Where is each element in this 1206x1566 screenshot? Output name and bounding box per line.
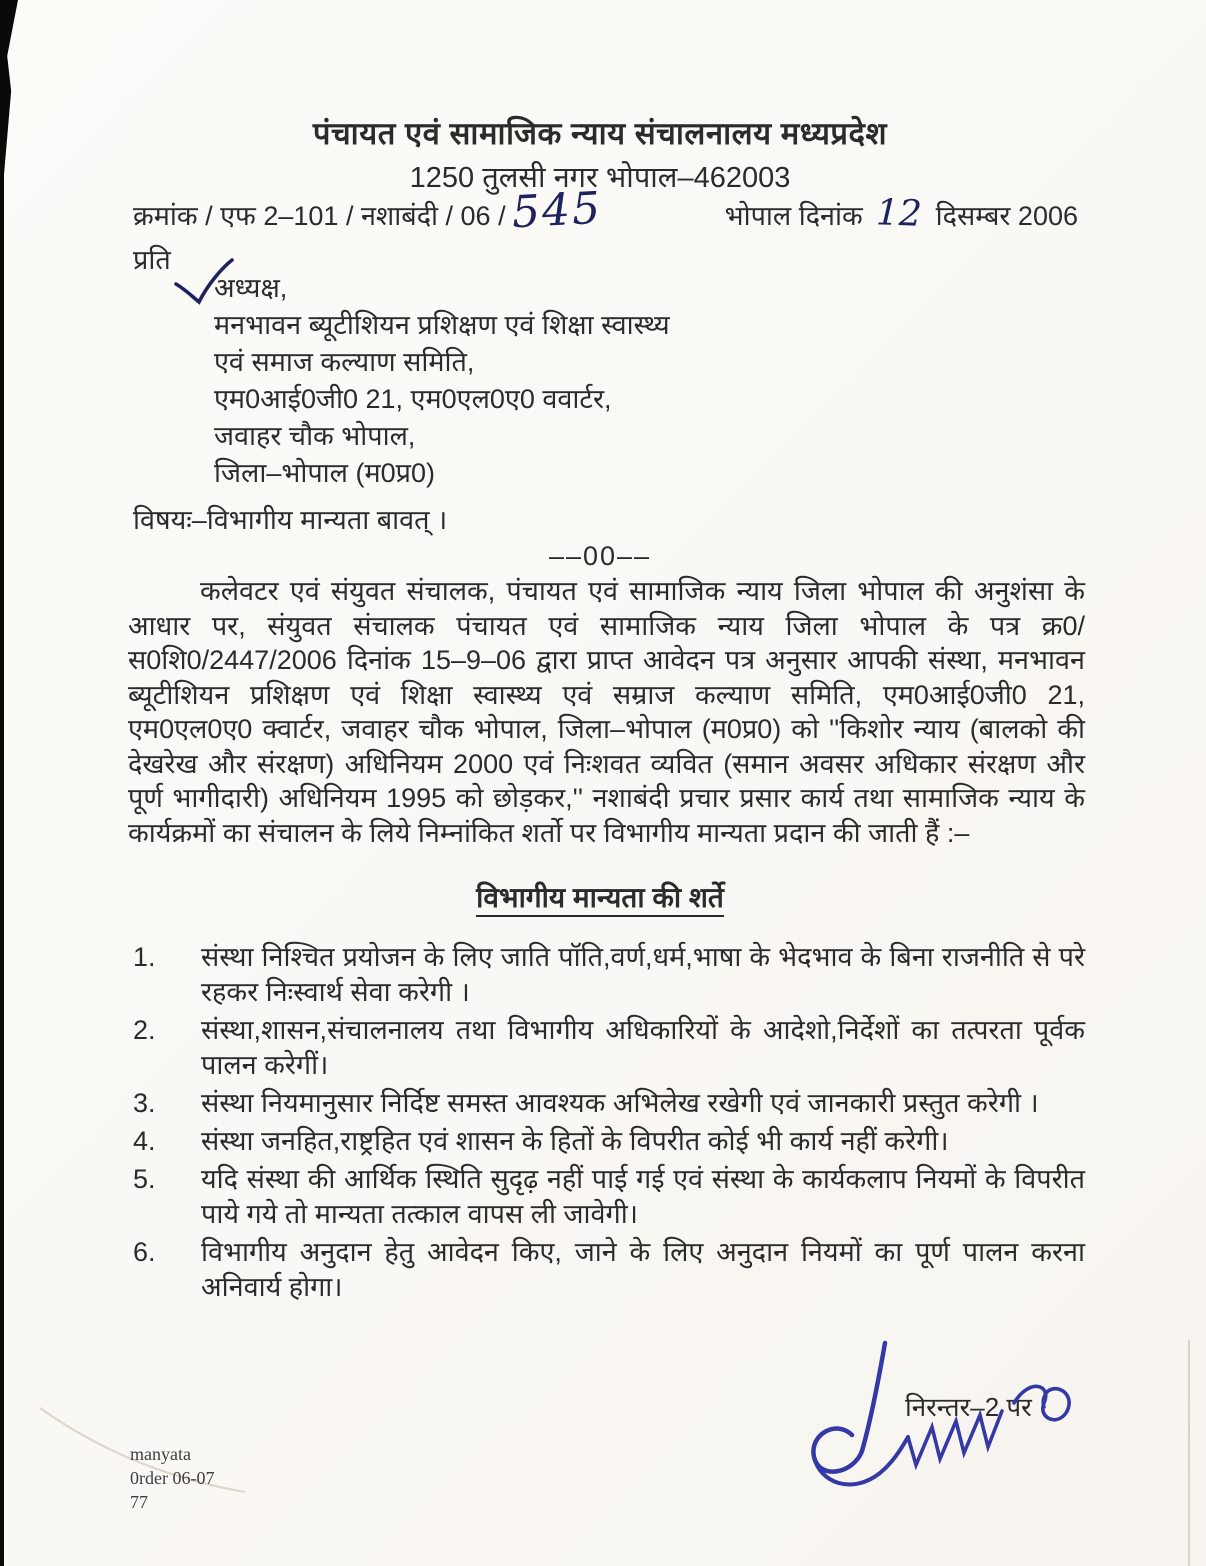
reference-date-row — [133, 182, 1078, 239]
conditions-list — [133, 940, 1085, 1308]
scan-edge-left — [0, 0, 4, 1566]
condition-item — [133, 1124, 1085, 1159]
condition-number: 6. — [133, 1237, 156, 1267]
condition-text: संस्था,शासन,संचालनालय तथा विभागीय अधिकारियों के आदेशो,निर्देशों का तत्परता पूर्वक पालन करेगीं। — [201, 1015, 1085, 1080]
footer-stamp — [130, 1442, 214, 1514]
continuation-note: निरन्तर–2 पर — [905, 1392, 1032, 1422]
letterhead-address: 1250 तुलसी नगर भोपाल–462003 — [409, 162, 791, 194]
body-paragraph: कलेवटर एवं संयुवत संचालक, पंचायत एवं सामाजिक न्याय जिला भोपाल की अनुशंसा के आधार पर, संयुवत संचालक पंचायत एवं सामाजिक न्याय जिला भोपाल के पत्र क्र0/स0शि0/2447/2006 दिनांक 15–9–06 द्वारा प्राप्त आवेदन पत्र अनुसार आपकी संस्था, मनभावन ब्यूटीशियन प्रशिक्षण एवं शिक्षा स्वास्थ्य एवं सम्राज कल्याण समिति, एम0आई0जी0 21, एम0एल0ए0 क्वार्टर, जवाहर चौक भोपाल, जिला–भोपाल (म0प्र0) को ''किशोर न्याय (बालको की देखरेख और संरक्षण) अधिनियम 2000 एवं निःशवत व्यवित (समान अवसर अधिकार संरक्षण और पूर्ण भागीदारी) अधिनियम 1995 को छोड़कर,'' नशाबंदी प्रचार प्रसार कार्य तथा सामाजिक न्याय के कार्यक्रमों का संचालन के लिये निम्नांकित शर्तो पर विभागीय मान्यता प्रदान की जाती हैं :– — [128, 576, 1085, 848]
date-day-handwritten: 12 — [875, 192, 923, 235]
date-month-year: दिसम्बर 2006 — [935, 201, 1078, 231]
recipient-line: एम0आई0जी0 21, एम0एल0ए0 ववार्टर, — [214, 384, 612, 414]
condition-number: 1. — [133, 942, 156, 972]
condition-item — [133, 1013, 1085, 1083]
to-label: प्रति — [133, 245, 171, 275]
condition-text: विभागीय अनुदान हेतु आवेदन किए, जाने के लिए अनुदान नियमों का पूर्ण पालन करना अनिवार्य होगा। — [201, 1237, 1085, 1302]
condition-number: 5. — [133, 1164, 156, 1194]
recipient-line: एवं समाज कल्याण समिति, — [214, 347, 475, 377]
conditions-heading — [120, 878, 1080, 916]
stamp-line: 0rder 06-07 — [130, 1468, 215, 1488]
reference-number-handwritten: 545 — [510, 182, 603, 239]
condition-text: यदि संस्था की आर्थिक स्थिति सुदृढ़ नहीं पाई गई एवं संस्था के कार्यकलाप नियमों के विपरीत पाये गये तो मान्यता तत्काल वापस ली जावेगी। — [201, 1164, 1085, 1229]
condition-text: संस्था जनहित,राष्ट्रहित एवं शासन के हितों के विपरीत कोई भी कार्य नहीं करेगी। — [201, 1126, 949, 1156]
condition-item — [133, 1235, 1085, 1305]
recipient-line: जवाहर चौक भोपाल, — [214, 421, 416, 451]
letterhead-org-title: पंचायत एवं सामाजिक न्याय संचालनालय मध्यप्रदेश — [312, 116, 888, 151]
condition-text: संस्था नियमानुसार निर्दिष्ट समस्त आवश्यक अभिलेख रखेगी एवं जानकारी प्रस्तुत करेगी । — [201, 1088, 1039, 1118]
place-and-date — [724, 192, 1078, 235]
condition-number: 2. — [133, 1015, 156, 1045]
recipient-block — [214, 270, 670, 492]
recipient-line: अध्यक्ष, — [214, 273, 288, 303]
conditions-heading-text: विभागीय मान्यता की शर्ते — [476, 882, 724, 917]
condition-item — [133, 1162, 1085, 1232]
condition-item — [133, 940, 1085, 1010]
section-separator: ––00–– — [548, 541, 652, 571]
signature-icon — [800, 1335, 1110, 1515]
subject-line: विषयः–विभागीय मान्यता बावत् । — [133, 505, 448, 535]
condition-number: 4. — [133, 1126, 156, 1156]
recipient-line: जिला–भोपाल (म0प्र0) — [214, 458, 435, 488]
recipient-line: मनभावन ब्यूटीशियन प्रशिक्षण एवं शिक्षा स्वास्थ्य — [214, 310, 670, 340]
stamp-line: manyata — [130, 1444, 191, 1464]
reference-number-prefix: क्रमांक / एफ 2–101 / नशाबंदी / 06 / — [133, 201, 506, 231]
stamp-line: 77 — [130, 1492, 148, 1512]
condition-text: संस्था निश्चित प्रयोजन के लिए जाति पॉति,वर्ण,धर्म,भाषा के भेदभाव के बिना राजनीति से परे रहकर निःस्वार्थ सेवा करेगी । — [201, 942, 1085, 1007]
place-date-prefix: भोपाल दिनांक — [724, 201, 863, 231]
condition-number: 3. — [133, 1088, 156, 1118]
condition-item — [133, 1086, 1085, 1121]
scan-corner-artifact — [0, 0, 18, 175]
scan-edge-right-line — [1188, 1340, 1190, 1566]
